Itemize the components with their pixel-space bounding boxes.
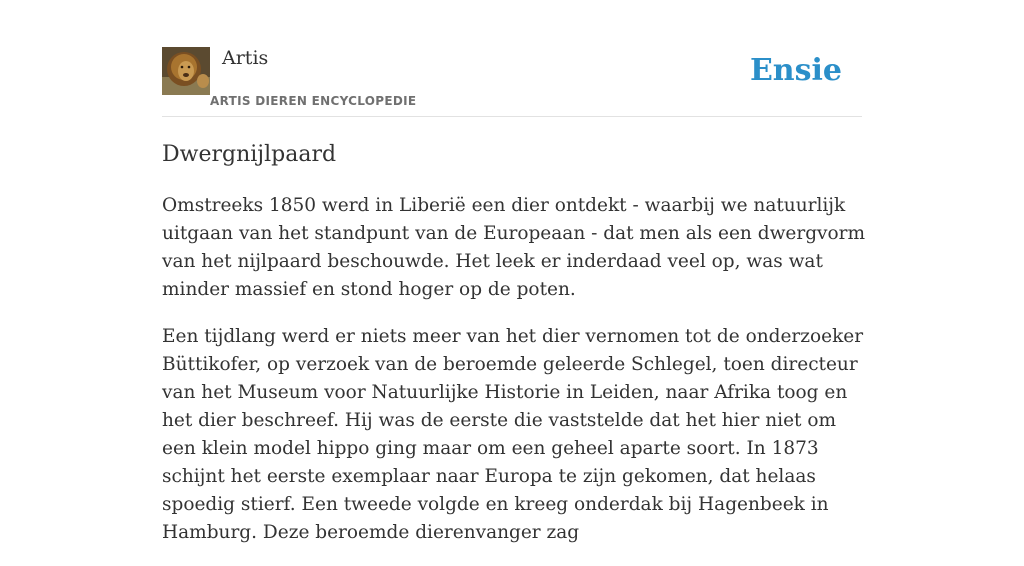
paragraph: Een tijdlang werd er niets meer van het dier vernomen tot de onderzoeker Büttikofer, op verzoek van de beroemde geleerde Schlegel, toen directeur van het Museum voor Natuurlijke Historie in Leiden, naar Afrika toog en het dier beschreef. Hij was de eerste die vaststelde dat het hier niet om een klein model hippo ging maar om een geheel aparte soort. In 1873 schijnt het eerste exemplaar naar Europa te zijn gekomen, dat helaas spoedig stierf. Een tweede volgde en kreeg onderdak bij Hagenbeek in Hamburg. Deze beroemde dierenvanger zag: [162, 326, 864, 543]
brand-logo[interactable]: Ensie: [749, 53, 842, 88]
article-body: [162, 192, 867, 566]
author-subtitle[interactable]: ARTIS DIEREN ENCYCLOPEDIE: [210, 94, 417, 108]
author-name[interactable]: Artis: [222, 47, 269, 69]
header: [162, 46, 862, 117]
page-title: Dwergnijlpaard: [162, 142, 337, 167]
paragraph: Omstreeks 1850 werd in Liberië een dier ontdekt - waarbij we natuurlijk uitgaan van het standpunt van de Europeaan - dat men als een dwergvorm van het nijlpaard beschouwde. Het leek er inderdaad veel op, was wat minder massief en stond hoger op de poten.: [162, 195, 866, 300]
lion-avatar-icon[interactable]: [162, 47, 210, 95]
